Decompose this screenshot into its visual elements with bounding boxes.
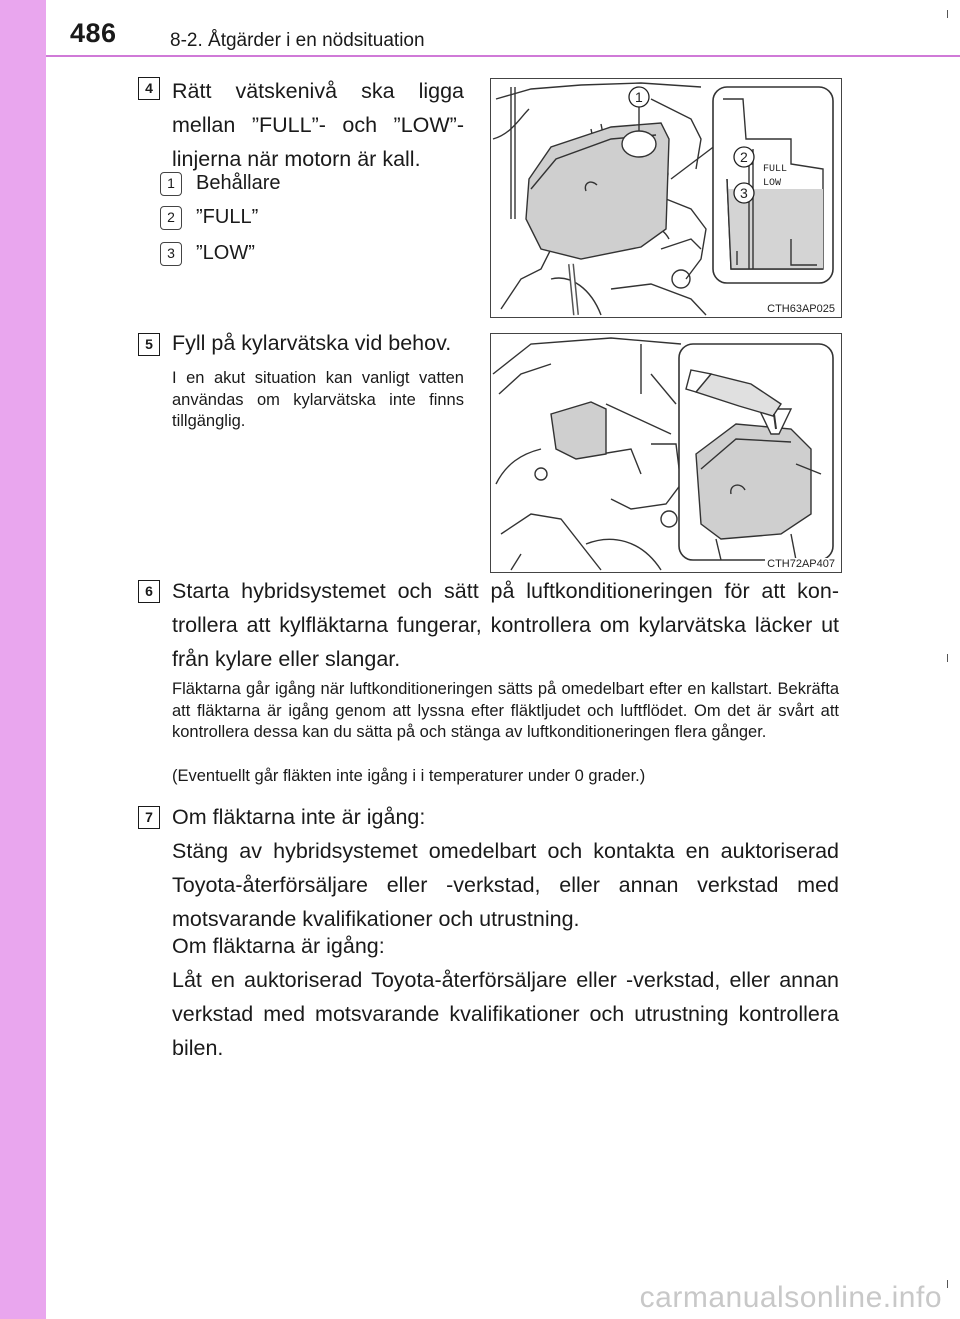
margin-tick: [947, 1280, 948, 1288]
step-number-4: 4: [138, 77, 160, 100]
margin-tick: [947, 10, 948, 18]
step-5-text: Fyll på kylarvätska vid behov.: [172, 331, 452, 355]
margin-tick: [947, 654, 948, 662]
step-6-note: Fläktarna går igång när luftkonditioneringen sätts på omedelbart efter en kallstart. Bekräfta att fläktarna är igång genom att lyssna efter fläktljudet och luftflödet. Om det är svårt att kontrollera dessa kan du sätta på och stänga av luftkonditioneringen flera gånger.: [172, 680, 839, 741]
callout-number-1: 1: [160, 172, 182, 196]
step-number-7: 7: [138, 806, 160, 829]
refill-coolant-illustration: [491, 334, 840, 571]
step-7-condition-running: Om fläktarna är igång:: [172, 934, 385, 958]
step-6-text: Starta hybridsystemet och sätt på luftkonditioneringen för att kontrollera att kylfläktarna fungerar, kontrollera om kylarvätska läcker ut från kylare eller slangar.: [172, 579, 839, 671]
coolant-reservoir-illustration: [491, 79, 840, 316]
step-number-5: 5: [138, 333, 160, 356]
side-color-tab: [0, 0, 46, 1319]
callout-number-2: 2: [160, 206, 182, 230]
section-title: 8-2. Åtgärder i en nödsituation: [170, 30, 425, 51]
watermark: carmanualsonline.info: [639, 1281, 942, 1314]
callout-label-low: ”LOW”: [196, 242, 255, 264]
figure-marker-2: 2: [740, 149, 748, 165]
figure-marker-1: 1: [635, 89, 643, 105]
callout-label-container: Behållare: [196, 172, 281, 194]
callout-label-full: ”FULL”: [196, 206, 259, 228]
step-7-action-not-running: Stäng av hybridsystemet omedelbart och kontakta en auktoriserad Toyota-återförsäljare eller -verkstad, eller annan verkstad med motsvarande kvalifikationer och utrustning.: [172, 839, 839, 931]
full-line-label: FULL: [763, 164, 788, 175]
step-7-action-running: Låt en auktoriserad Toyota-återförsäljare eller -verkstad, eller annan verkstad med motsvarande kvalifikationer och utrustning kontrollera bilen.: [172, 968, 839, 1060]
step-4-text: Rätt vätskenivå ska ligga mellan ”FULL”- och ”LOW”-linjerna när motorn är kall.: [172, 79, 464, 171]
header-rule: [46, 55, 960, 57]
step-6-note-extra: (Eventuellt går fläkten inte igång i i temperaturer under 0 grader.): [172, 767, 646, 785]
figure-coolant-level: [490, 78, 842, 318]
step-number-6: 6: [138, 580, 160, 603]
figure-marker-3: 3: [740, 185, 748, 201]
figure-refill-coolant: [490, 333, 842, 573]
low-line-label: LOW: [763, 178, 782, 189]
page-number: 486: [70, 18, 117, 48]
callout-number-3: 3: [160, 242, 182, 266]
figure-code: CTH72AP407: [767, 558, 835, 570]
step-5-note: I en akut situation kan vanligt vatten användas om kylarvätska inte finns tillgänglig.: [172, 369, 464, 430]
step-7-condition-not-running: Om fläktarna inte är igång:: [172, 805, 426, 829]
figure-code: CTH63AP025: [767, 303, 835, 315]
